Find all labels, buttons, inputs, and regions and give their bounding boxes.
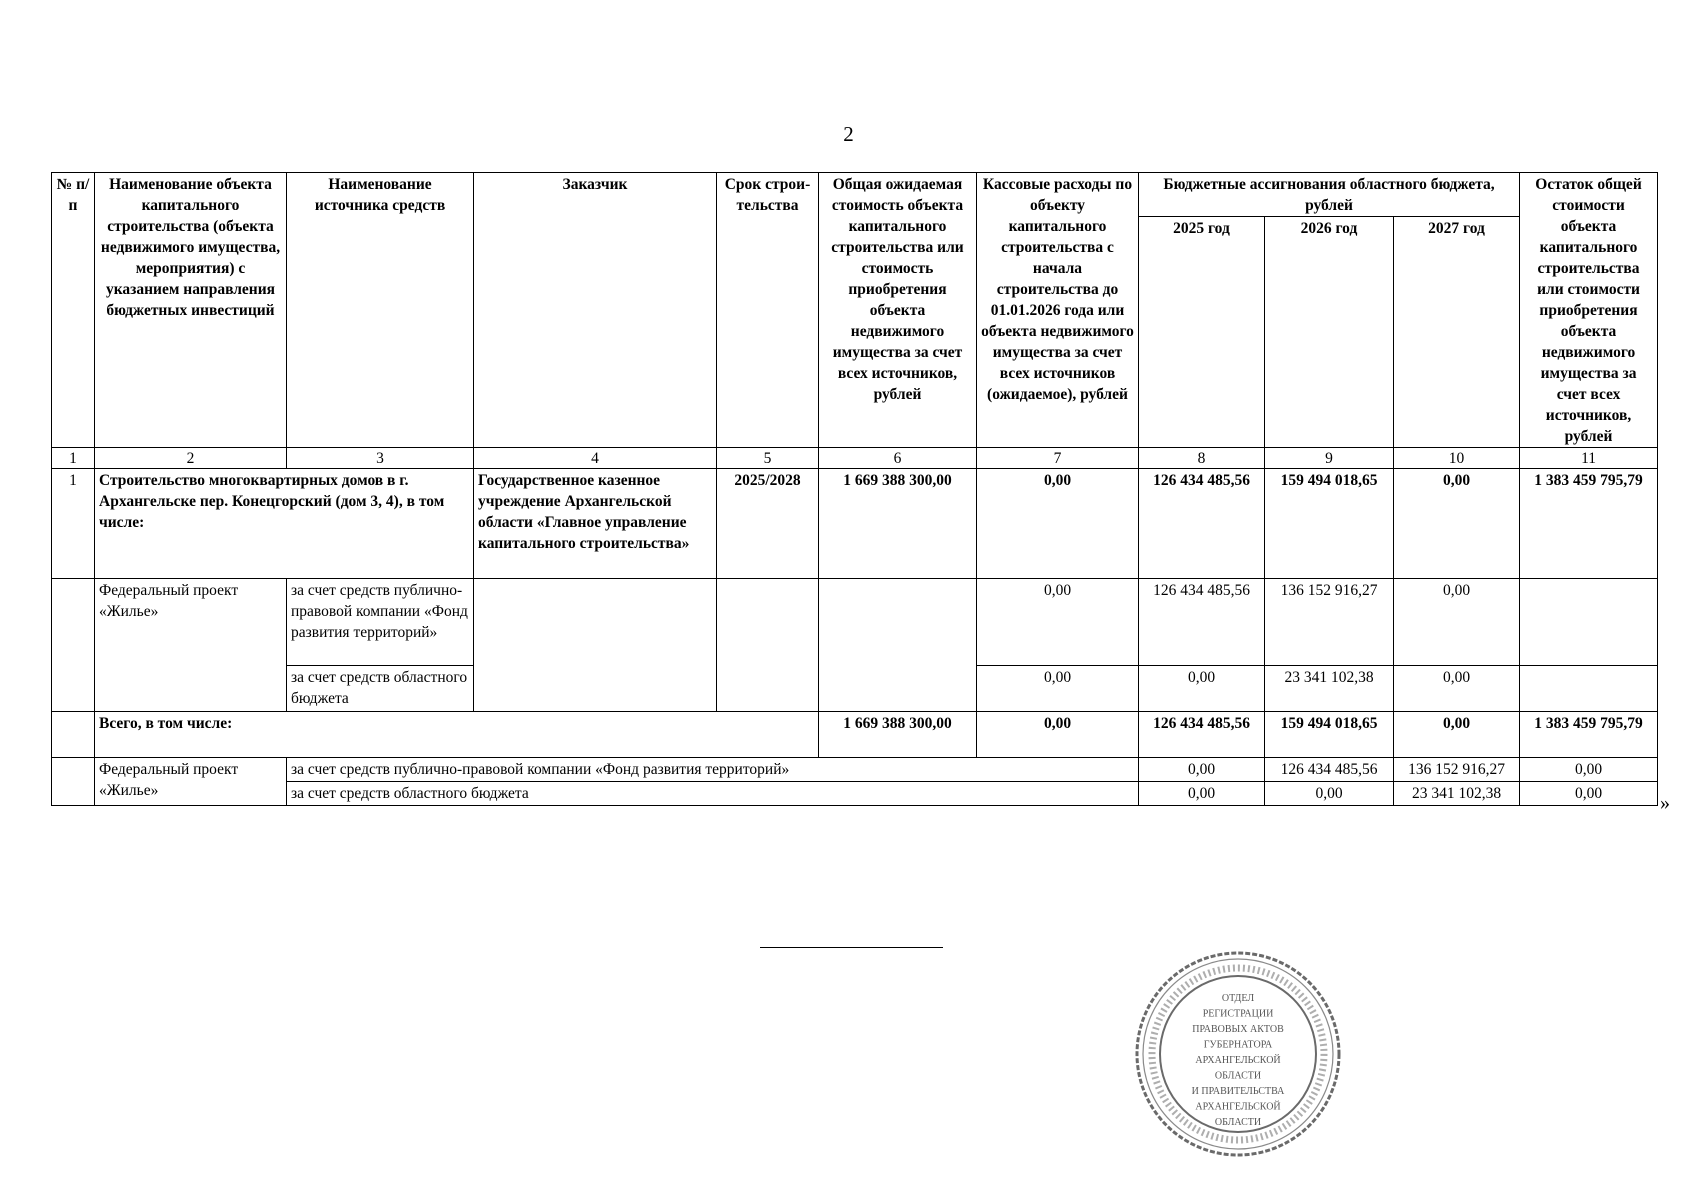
header-object-name: Наименование объекта капитального строительства (объекта недвижимого имущества, мероприятия) с указанием направления бюджетных инвестиций bbox=[95, 173, 287, 448]
construction-period: 2025/2028 bbox=[717, 469, 819, 579]
total-cost: 1 669 388 300,00 bbox=[819, 712, 977, 758]
budget-investments-table bbox=[51, 172, 1658, 806]
official-seal-icon bbox=[1133, 949, 1343, 1159]
column-number: 10 bbox=[1394, 448, 1520, 469]
table-row bbox=[52, 579, 1658, 666]
seal-text-line: АРХАНГЕЛЬСКОЙ bbox=[1195, 1101, 1281, 1113]
header-number: № п/п bbox=[52, 173, 95, 448]
header-total-cost: Общая ожидаемая стоимость объекта капитального строительства или стоимость приобретения объекта недвижимого имущества за счет всех источников, рублей bbox=[819, 173, 977, 448]
allocation-2027: 0,00 bbox=[1394, 579, 1520, 666]
cash-expenses: 0,00 bbox=[1139, 758, 1265, 782]
allocation-2025: 126 434 485,56 bbox=[1265, 758, 1394, 782]
signature-line bbox=[760, 947, 943, 948]
seal-text-line: РЕГИСТРАЦИИ bbox=[1202, 1008, 1274, 1020]
column-number: 4 bbox=[474, 448, 717, 469]
cash-expenses: 0,00 bbox=[1139, 782, 1265, 806]
empty-cell bbox=[1520, 666, 1658, 712]
empty-cell bbox=[52, 579, 95, 712]
total-cost: 1 669 388 300,00 bbox=[819, 469, 977, 579]
allocation-2026: 136 152 916,27 bbox=[1394, 758, 1520, 782]
allocation-2027: 0,00 bbox=[1520, 758, 1658, 782]
cash-expenses: 0,00 bbox=[977, 666, 1139, 712]
allocation-2026: 23 341 102,38 bbox=[1265, 666, 1394, 712]
column-number: 2 bbox=[95, 448, 287, 469]
allocation-2025: 0,00 bbox=[1265, 782, 1394, 806]
seal-text-line: ГУБЕРНАТОРА bbox=[1203, 1039, 1273, 1051]
header-year-2026: 2026 год bbox=[1265, 217, 1394, 448]
table-row bbox=[52, 469, 1658, 579]
seal-text-line: ОБЛАСТИ bbox=[1214, 1117, 1262, 1128]
header-customer: Заказчик bbox=[474, 173, 717, 448]
empty-cell bbox=[819, 579, 977, 712]
seal-text-line: ПРАВОВЫХ АКТОВ bbox=[1192, 1024, 1284, 1035]
table-row bbox=[52, 782, 1658, 806]
allocation-2026: 159 494 018,65 bbox=[1265, 469, 1394, 579]
header-row bbox=[52, 173, 1658, 217]
customer-name: Государственное казенное учреждение Архангельской области «Главное управление капитального строительства» bbox=[474, 469, 717, 579]
header-year-2027: 2027 год bbox=[1394, 217, 1520, 448]
allocation-2025: 0,00 bbox=[1139, 666, 1265, 712]
source-name: за счет средств публично-правовой компании «Фонд развития территорий» bbox=[287, 579, 474, 666]
header-cash-expenses: Кассовые расходы по объекту капитального строительства с начала строительства до 01.01.2026 года или объекта недвижимого имущества за счет всех источников (ожидаемое), рублей bbox=[977, 173, 1139, 448]
column-number: 6 bbox=[819, 448, 977, 469]
closing-quote: » bbox=[1660, 792, 1670, 814]
source-name: за счет средств публично-правовой компании «Фонд развития территорий» bbox=[287, 758, 1139, 782]
allocation-2027: 0,00 bbox=[1394, 469, 1520, 579]
allocation-2027: 0,00 bbox=[1394, 712, 1520, 758]
cash-expenses: 0,00 bbox=[977, 579, 1139, 666]
page-number: 2 bbox=[843, 122, 854, 146]
source-name: за счет средств областного бюджета bbox=[287, 782, 1139, 806]
source-name: за счет средств областного бюджета bbox=[287, 666, 474, 712]
header-source-name: Наименование источника средств bbox=[287, 173, 474, 448]
federal-project-name: Федеральный проект «Жилье» bbox=[95, 579, 287, 712]
allocation-2026: 136 152 916,27 bbox=[1265, 579, 1394, 666]
seal-text-line: АРХАНГЕЛЬСКОЙ bbox=[1195, 1055, 1281, 1066]
allocation-2026: 159 494 018,65 bbox=[1265, 712, 1394, 758]
column-number: 8 bbox=[1139, 448, 1265, 469]
row-number: 1 bbox=[52, 469, 95, 579]
header-remainder: Остаток общей стоимости объекта капитального строительства или стоимости приобретения объекта недвижимого имущества за счет всех источников, рублей bbox=[1520, 173, 1658, 448]
object-name: Строительство многоквартирных домов в г. Архангельске пер. Конецгорский (дом 3, 4), в том числе: bbox=[95, 469, 474, 579]
total-row bbox=[52, 712, 1658, 758]
column-number: 11 bbox=[1520, 448, 1658, 469]
seal-text-line: ОБЛАСТИ bbox=[1214, 1070, 1262, 1082]
column-number: 3 bbox=[287, 448, 474, 469]
allocation-2027: 0,00 bbox=[1394, 666, 1520, 712]
column-number: 5 bbox=[717, 448, 819, 469]
allocation-2025: 126 434 485,56 bbox=[1139, 712, 1265, 758]
remainder: 1 383 459 795,79 bbox=[1520, 469, 1658, 579]
header-year-2025: 2025 год bbox=[1139, 217, 1265, 448]
column-numbers-row bbox=[52, 448, 1658, 469]
total-label: Всего, в том числе: bbox=[95, 712, 819, 758]
allocation-2026: 23 341 102,38 bbox=[1394, 782, 1520, 806]
empty-cell bbox=[1520, 579, 1658, 666]
seal-text-line: И ПРАВИТЕЛЬСТВА bbox=[1191, 1086, 1285, 1097]
header-construction-period: Срок строи-тельства bbox=[717, 173, 819, 448]
empty-cell bbox=[52, 758, 95, 806]
column-number: 9 bbox=[1265, 448, 1394, 469]
column-number: 7 bbox=[977, 448, 1139, 469]
empty-cell bbox=[717, 579, 819, 712]
remainder: 1 383 459 795,79 bbox=[1520, 712, 1658, 758]
empty-cell bbox=[52, 712, 95, 758]
cash-expenses: 0,00 bbox=[977, 712, 1139, 758]
column-number: 1 bbox=[52, 448, 95, 469]
seal-text-line: ОТДЕЛ bbox=[1221, 993, 1255, 1004]
federal-project-name: Федеральный проект «Жилье» bbox=[95, 758, 287, 806]
allocation-2027: 0,00 bbox=[1520, 782, 1658, 806]
empty-cell bbox=[474, 579, 717, 712]
table-row bbox=[52, 758, 1658, 782]
allocation-2025: 126 434 485,56 bbox=[1139, 469, 1265, 579]
cash-expenses: 0,00 bbox=[977, 469, 1139, 579]
allocation-2025: 126 434 485,56 bbox=[1139, 579, 1265, 666]
header-budget-allocations: Бюджетные ассигнования областного бюджета, рублей bbox=[1139, 173, 1520, 217]
